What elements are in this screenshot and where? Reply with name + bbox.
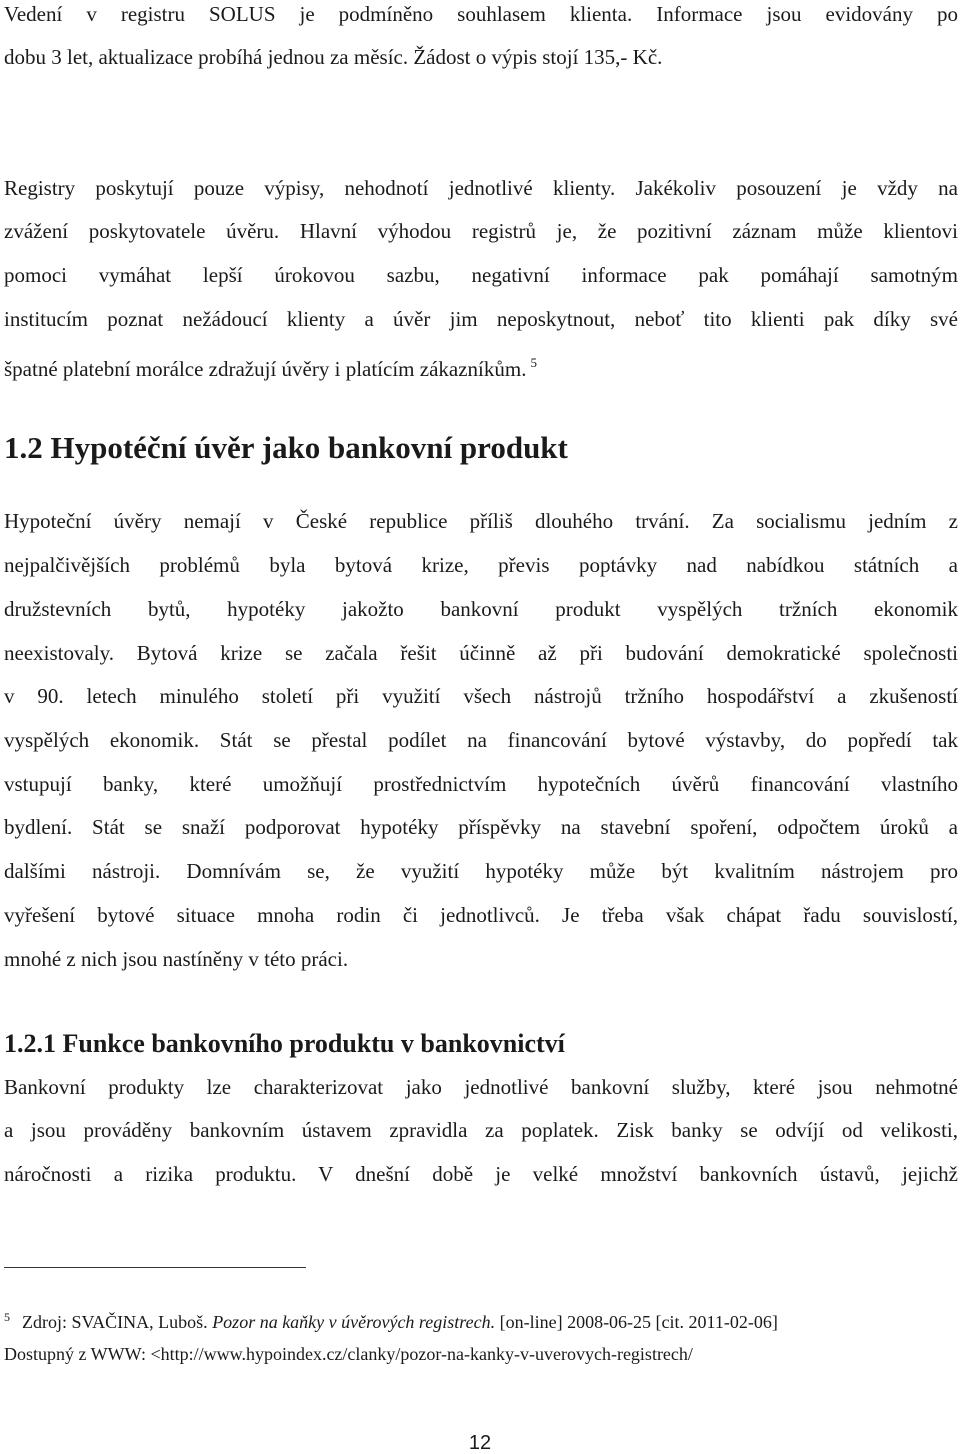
- footnote-url-line: Dostupný z WWW: <http://www.hypoindex.cz/clanky/pozor-na-kanky-v-uverovych-registrech/: [4, 1344, 693, 1364]
- paragraph-line: v 90. letech minulého století při využití všech nástrojů tržního hospodářství a zkušeností: [4, 684, 958, 708]
- paragraph-line: Vedení v registru SOLUS je podmíněno souhlasem klienta. Informace jsou evidovány po: [4, 2, 958, 26]
- paragraph-line: Registry poskytují pouze výpisy, nehodnotí jednotlivé klienty. Jakékoliv posouzení je vždy na: [4, 176, 958, 200]
- paragraph-line: vstupují banky, které umožňují prostřednictvím hypotečních úvěrů financování vlastního: [4, 772, 958, 796]
- subsection-heading: 1.2.1 Funkce bankovního produktu v bankovnictví: [4, 1029, 565, 1058]
- footnote-prefix: Zdroj: SVAČINA, Luboš.: [22, 1312, 213, 1332]
- footnote-line: [4, 1305, 778, 1334]
- footnote-number: 5: [4, 1310, 10, 1324]
- paragraph-line-with-footnote: [4, 350, 958, 382]
- paragraph-line: zvážení poskytovatele úvěru. Hlavní výhodou registrů je, že pozitivní záznam může klientovi: [4, 219, 958, 243]
- section-heading: 1.2 Hypotéční úvěr jako bankovní produkt: [4, 430, 568, 465]
- paragraph-line: mnohé z nich jsou nastíněny v této práci.: [4, 947, 349, 971]
- paragraph-line: Hypoteční úvěry nemají v České republice příliš dlouhého trvání. Za socialismu jedním z: [4, 509, 958, 533]
- footnote-reference: 5: [530, 355, 537, 370]
- paragraph-line: institucím poznat nežádoucí klienty a úvěr jim neposkytnout, neboť tito klienti pak díky své: [4, 307, 958, 331]
- paragraph-line: náročnosti a rizika produktu. V dnešní době je velké množství bankovních ústavů, jejichž: [4, 1162, 958, 1186]
- paragraph-line: družstevních bytů, hypotéky jakožto bankovní produkt vyspělých tržních ekonomik: [4, 597, 958, 621]
- footnote-suffix: [on-line] 2008-06-25 [cit. 2011-02-06]: [495, 1312, 778, 1332]
- paragraph-line: špatné platební morálce zdražují úvěry i platícím zákazníkům.: [4, 357, 527, 381]
- page-number: 12: [468, 1432, 492, 1454]
- footnote-separator: [4, 1267, 306, 1268]
- paragraph-line: Bankovní produkty lze charakterizovat jako jednotlivé bankovní služby, které jsou nehmotné: [4, 1075, 958, 1099]
- paragraph-line: dobu 3 let, aktualizace probíhá jednou za měsíc. Žádost o výpis stojí 135,- Kč.: [4, 45, 663, 69]
- footnote-source-title: Pozor na kaňky v úvěrových registrech.: [212, 1312, 496, 1332]
- paragraph-line: bydlení. Stát se snaží podporovat hypotéky příspěvky na stavební spoření, odpočtem úroků a: [4, 815, 958, 839]
- paragraph-line: nejpalčivějších problémů byla bytová krize, převis poptávky nad nabídkou státních a: [4, 553, 958, 577]
- paragraph-line: dalšími nástroji. Domnívám se, že využití hypotéky může být kvalitním nástrojem pro: [4, 859, 958, 883]
- paragraph-line: vyřešení bytové situace mnoha rodin či jednotlivců. Je třeba však chápat řadu souvislostí,: [4, 903, 958, 927]
- paragraph-line: pomoci vymáhat lepší úrokovou sazbu, negativní informace pak pomáhají samotným: [4, 263, 958, 287]
- paragraph-line: vyspělých ekonomik. Stát se přestal podílet na financování bytové výstavby, do popředí tak: [4, 728, 958, 752]
- paragraph-line: a jsou prováděny bankovním ústavem zpravidla za poplatek. Zisk banky se odvíjí od velikosti,: [4, 1118, 958, 1142]
- paragraph-line: neexistovaly. Bytová krize se začala řešit účinně až při budování demokratické společnosti: [4, 641, 958, 665]
